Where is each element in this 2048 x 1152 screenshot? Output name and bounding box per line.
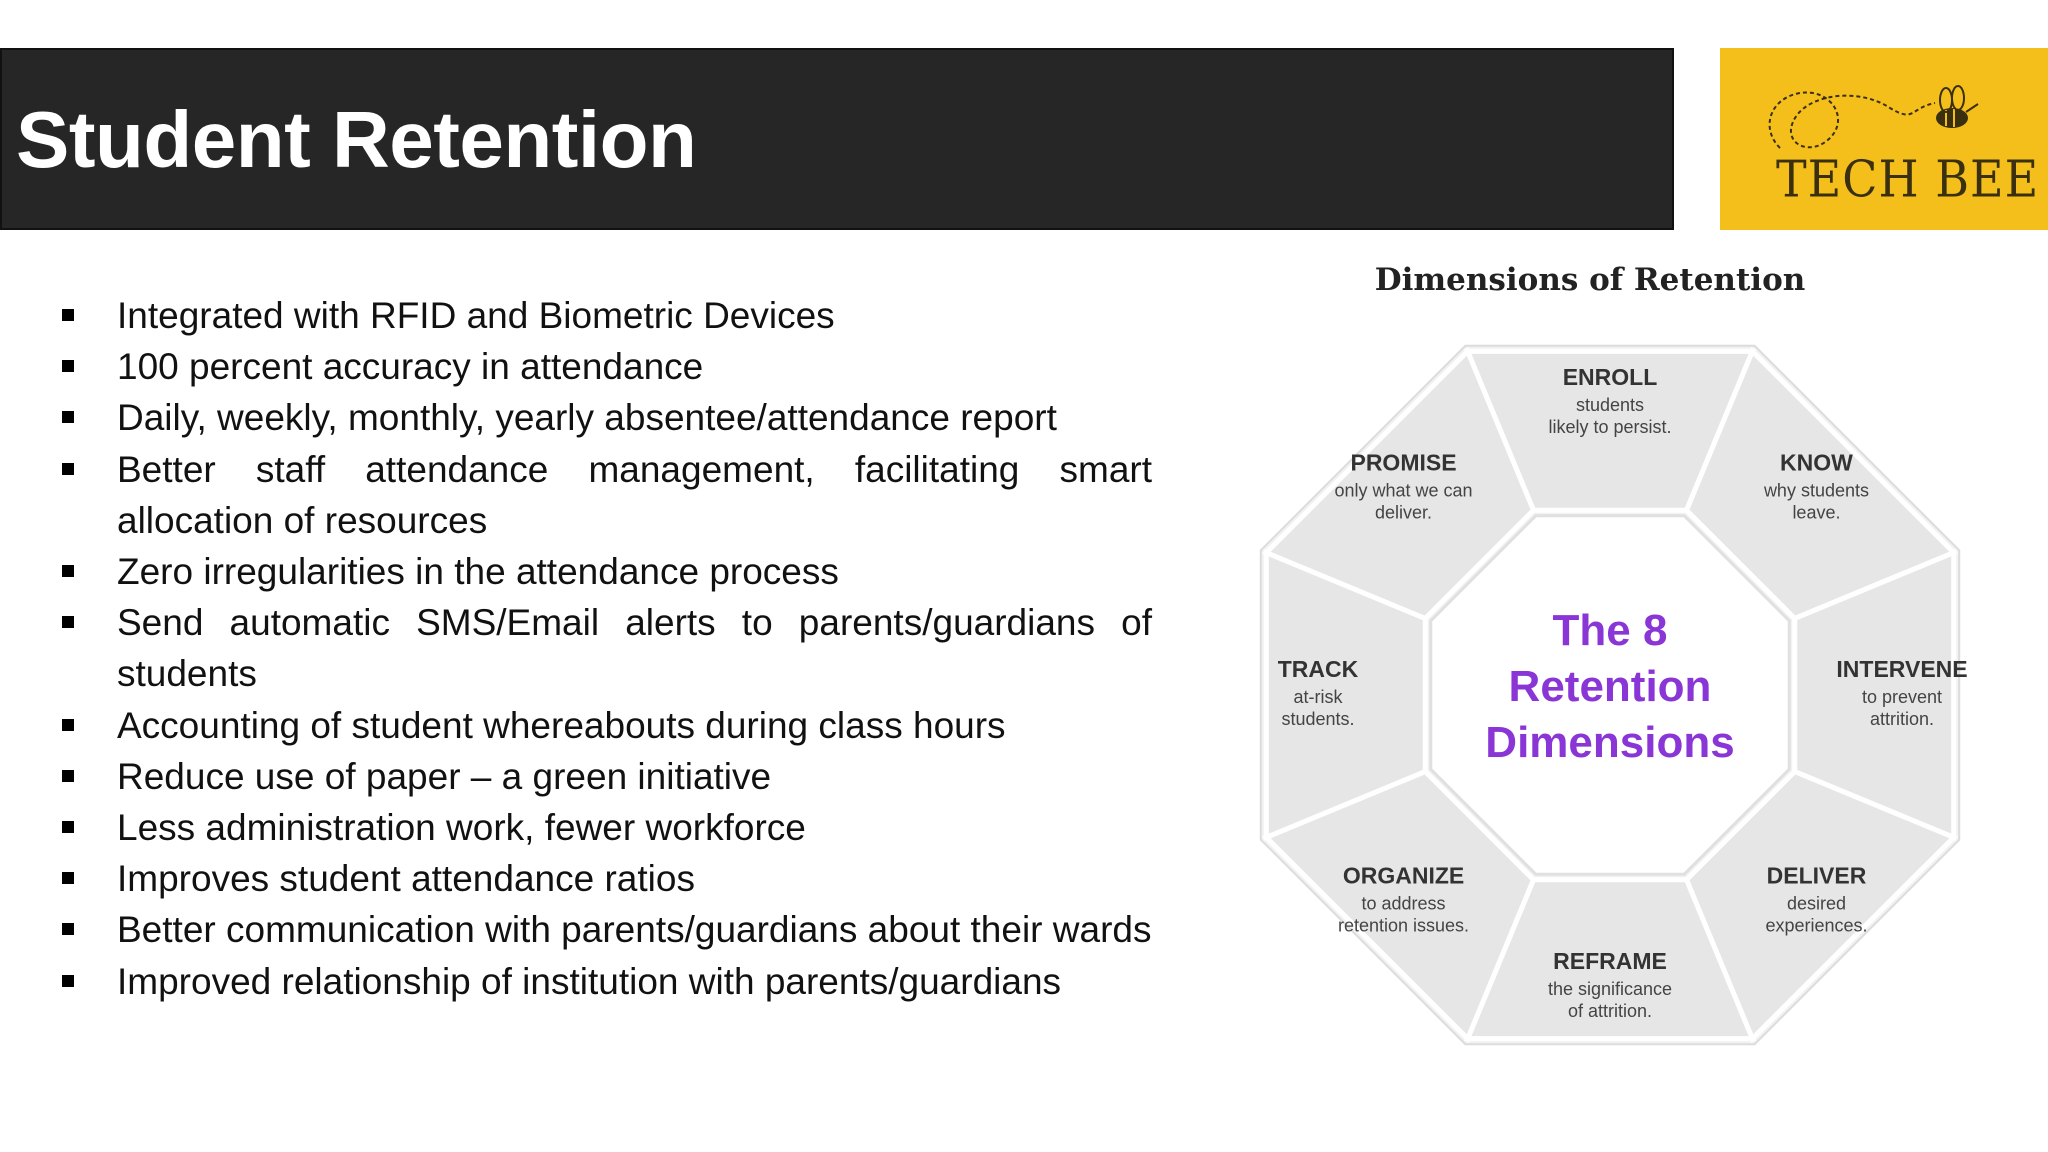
segment-description: only what we can	[1334, 480, 1473, 501]
logo	[1720, 48, 2048, 230]
bullet-item: Reduce use of paper – a green initiative	[60, 751, 1152, 802]
bullet-item: Improved relationship of institution with parents/guardians	[60, 956, 1152, 1007]
bullet-item: 100 percent accuracy in attendance	[60, 341, 1152, 392]
retention-octagon-diagram	[1240, 330, 2000, 1070]
bullet-item: Improves student attendance ratios	[60, 853, 1152, 904]
bullet-marker-icon	[62, 975, 74, 987]
segment-description: to address	[1361, 893, 1446, 914]
title-bar	[0, 48, 1674, 230]
bullet-marker-icon	[62, 565, 74, 577]
segment-description: students	[1575, 395, 1645, 415]
bullet-marker-icon	[62, 821, 74, 833]
bullet-marker-icon	[62, 463, 74, 475]
center-title-line: The 8	[1552, 606, 1668, 655]
segment-description: leave.	[1792, 502, 1841, 523]
segment-label: REFRAME	[1553, 948, 1667, 974]
segment-description: retention issues.	[1337, 915, 1470, 936]
segment-description: students.	[1281, 709, 1355, 729]
bullet-item: Better communication with parents/guardians about their wards	[60, 904, 1152, 955]
segment-label: ORGANIZE	[1342, 862, 1465, 889]
segment-label: DELIVER	[1766, 862, 1867, 889]
segment-label: TRACK	[1277, 656, 1359, 682]
segment-label: INTERVENE	[1836, 656, 1968, 682]
bullet-marker-icon	[62, 770, 74, 782]
logo-text: TECH BEE	[1776, 149, 2040, 209]
slide-title: Student Retention	[16, 95, 697, 184]
segment-description: the significance	[1547, 979, 1673, 999]
segment-label: PROMISE	[1350, 449, 1457, 476]
bullet-item: Less administration work, fewer workforce	[60, 802, 1152, 853]
bullet-item: Integrated with RFID and Biometric Devices	[60, 290, 1152, 341]
bullet-marker-icon	[62, 360, 74, 372]
segment-description: at-risk	[1293, 687, 1343, 707]
segment-description: to prevent	[1861, 687, 1943, 707]
bullet-item: Accounting of student whereabouts during class hours	[60, 700, 1152, 751]
bullet-marker-icon	[62, 872, 74, 884]
bullet-marker-icon	[62, 616, 74, 628]
center-title-line: Retention	[1508, 662, 1712, 711]
bullet-marker-icon	[62, 719, 74, 731]
bullet-item: Zero irregularities in the attendance process	[60, 546, 1152, 597]
segment-description: deliver.	[1375, 502, 1433, 523]
bullet-list	[60, 290, 1152, 1007]
segment-description: desired	[1786, 893, 1846, 914]
segment-description: why students	[1763, 480, 1870, 501]
segment-description: experiences.	[1765, 915, 1868, 936]
bullet-marker-icon	[62, 923, 74, 935]
bullet-marker-icon	[62, 309, 74, 321]
bullet-marker-icon	[62, 411, 74, 423]
segment-description: attrition.	[1869, 709, 1935, 729]
bullet-item: Daily, weekly, monthly, yearly absentee/attendance report	[60, 392, 1152, 443]
bullet-item: Better staff attendance management, facilitating smart allocation of resources	[60, 444, 1152, 546]
center-title-line: Dimensions	[1485, 718, 1735, 767]
segment-label: ENROLL	[1562, 364, 1658, 390]
segment-label: KNOW	[1780, 449, 1853, 476]
diagram-title: Dimensions of Retention	[1374, 262, 1806, 298]
segment-description: of attrition.	[1567, 1001, 1653, 1021]
segment-description: likely to persist.	[1548, 417, 1672, 437]
bullet-item: Send automatic SMS/Email alerts to parents/guardians of students	[60, 597, 1152, 699]
